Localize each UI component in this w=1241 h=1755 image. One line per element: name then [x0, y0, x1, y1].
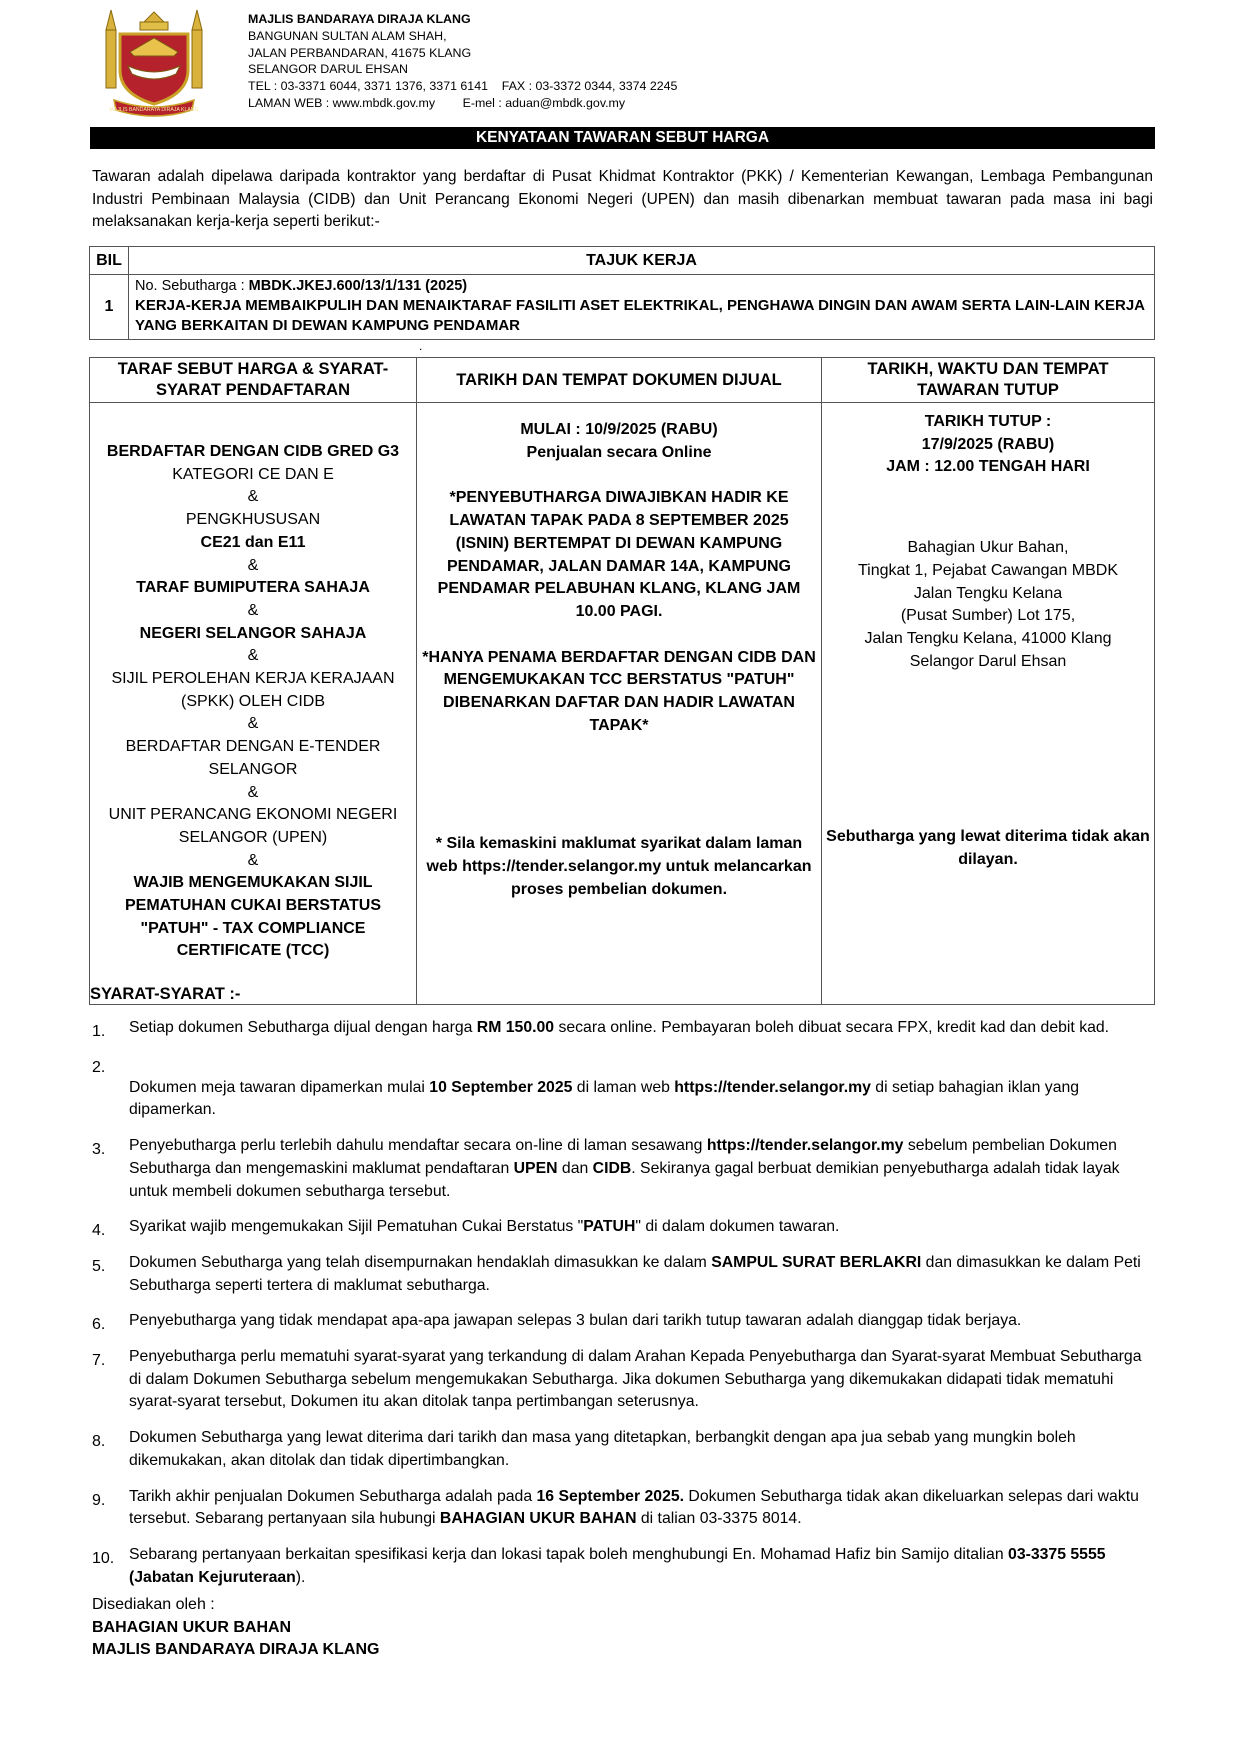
amp-3: &	[247, 601, 259, 619]
cond-bold: 10 September 2025	[429, 1078, 573, 1096]
registration-notice: *HANYA PENAMA BERDAFTAR DENGAN CIDB DAN MENGEMUKAKAN TCC BERSTATUS "PATUH" DIBENARKAN DAFTAR DAN HADIR LAWATAN TAPAK*	[422, 648, 816, 734]
mbdk-crest-logo	[104, 8, 204, 120]
cond-text: " di dalam dokumen tawaran.	[635, 1218, 840, 1236]
site-visit-notice: *PENYEBUTHARGA DIWAJIBKAN HADIR KE LAWATAN TAPAK PADA 8 SEPTEMBER 2025 (ISNIN) BERTEMPAT DI DEWAN KAMPUNG PENDAMAR, JALAN DAMAR 14A, KAMPUNG PENDAMAR PELABUHAN KLANG, KLANG JAM 10.00 PAGI.	[437, 489, 801, 620]
sale-online: Penjualan secara Online	[526, 443, 712, 461]
cond-number: 9.	[92, 1491, 106, 1509]
work-title: KERJA-KERJA MEMBAIKPULIH DAN MENAIKTARAF FASILITI ASET ELEKTRIKAL, PENGHAWA DINGIN DAN AWAM SERTA LAIN-LAIN KERJA YANG BERKAITAN DI DEWAN KAMPUNG PENDAMAR	[135, 297, 1145, 334]
late-notice: Sebutharga yang lewat diterima tidak akan dilayan.	[826, 828, 1150, 869]
amp-7: &	[247, 851, 259, 869]
cond-number: 8.	[92, 1433, 106, 1451]
cond-text: dan dimasukkan ke dalam Peti Sebutharga seperti tertera di maklumat sebutharga.	[129, 1253, 1141, 1294]
cond-text: di laman web	[572, 1078, 675, 1096]
intro-paragraph: Tawaran adalah dipelawa daripada kontraktor yang berdaftar di Pusat Khidmat Kontraktor (PKK) / Kementerian Kewangan, Lembaga Pembangunan Industri Pembinaan Malaysia (CIDB) dan Unit Perancang Ekonomi Negeri (UPEN) dan masih dibenarkan membuat tawaran pada masa ini bagi melaksanakan kerja-kerja seperti berikut:-	[92, 168, 1153, 231]
ref-label: No. Sebutharga :	[135, 278, 249, 294]
org-name: MAJLIS BANDARAYA DIRAJA KLANG	[248, 12, 471, 26]
amp-1: &	[247, 488, 259, 506]
cond-link-text: https://tender.selangor.my	[706, 1137, 904, 1155]
row-title-cell	[129, 275, 1155, 340]
work-table	[89, 246, 1155, 340]
address-line-3: SELANGOR DARUL EHSAN	[248, 62, 408, 77]
list-item	[90, 1216, 1155, 1239]
cond-text: Syarikat wajib mengemukakan Sijil Pematuhan Cukai Berstatus "	[129, 1218, 584, 1236]
cond-number: 6.	[92, 1316, 106, 1334]
header-requirements: TARAF SEBUT HARGA & SYARAT-SYARAT PENDAFTARAN	[90, 358, 417, 403]
list-item	[90, 1544, 1155, 1589]
sale-start: MULAI : 10/9/2025 (RABU)	[520, 421, 718, 438]
req-selangor: NEGERI SELANGOR SAHAJA	[139, 624, 367, 642]
cond-text: sebelum pembelian Dokumen Sebutharga dan mengemaskini maklumat pendaftaran	[129, 1137, 1117, 1177]
cond-number: 3.	[92, 1141, 106, 1159]
cond-number: 5.	[92, 1257, 106, 1275]
cond-text: dan	[557, 1159, 593, 1177]
cond-bold: PATUH	[583, 1218, 636, 1236]
letterhead	[90, 8, 1155, 123]
cond-bold: 16 September 2025.	[536, 1487, 685, 1505]
place-line-3: Jalan Tengku Kelana	[913, 584, 1063, 602]
cond-text: Sebarang pertanyaan berkaitan spesifikasi kerja dan lokasi tapak boleh menghubungi En. Mohamad Hafiz bin Samijo ditalian	[129, 1545, 1009, 1563]
cond-number: 4.	[92, 1222, 106, 1240]
header-closing: TARIKH, WAKTU DAN TEMPAT TAWARAN TUTUP	[822, 358, 1155, 403]
web-line: LAMAN WEB : www.mbdk.gov.my E-mel : aduan@mbdk.gov.my	[248, 95, 626, 110]
conditions-title: SYARAT-SYARAT :-	[90, 985, 241, 1003]
req-etender: BERDAFTAR DENGAN E-TENDER SELANGOR	[125, 738, 381, 778]
sale-cell	[417, 403, 822, 1005]
cond-text: di talian 03-3375 8014.	[636, 1510, 802, 1528]
prepared-by-org: MAJLIS BANDARAYA DIRAJA KLANG	[92, 1641, 380, 1658]
ref-line	[135, 276, 1150, 296]
list-item	[90, 1310, 1155, 1333]
cond-text: Penyebutharga perlu terlebih dahulu mendaftar secara on-line di laman sesawang	[129, 1137, 707, 1155]
update-notice: * Sila kemaskini maklumat syarikat dalam laman web https://tender.selangor.my untuk melancarkan proses pembelian dokumen.	[426, 835, 812, 898]
cond-text: di setiap bahagian iklan yang dipamerkan.	[129, 1078, 1080, 1119]
place-line-1: Bahagian Ukur Bahan,	[907, 539, 1069, 557]
cond-text: Dokumen Sebutharga tidak akan dikeluarkan selepas dari waktu tersebut. Sebarang pertanyaan sila hubungi	[129, 1487, 1139, 1528]
cond-link-text: https://tender.selangor.my	[674, 1078, 871, 1096]
req-specialization: CE21 dan E11	[200, 533, 306, 551]
col-title-header: TAJUK KERJA	[129, 247, 1155, 275]
cond-text: ).	[295, 1568, 306, 1586]
address-line-1: BANGUNAN SULTAN ALAM SHAH,	[248, 28, 447, 43]
cond-bold: 03-3375 5555 (Jabatan Kejuruteraan	[129, 1545, 1106, 1586]
letterhead-text	[248, 11, 677, 112]
cond-text: Dokumen Sebutharga yang lewat diterima dari tarikh dan masa yang ditetapkan, berbangkit dengan apa jua sebab yang mungkin boleh dikemukakan, akan ditolak dan tidak dipertimbangkan.	[129, 1429, 1076, 1469]
separator-dot: .	[419, 339, 423, 353]
cond-text: Penyebutharga perlu mematuhi syarat-syarat yang terkandung di dalam Arahan Kepada Penyebutharga dan Syarat-syarat Membuat Sebutharga di dalam Dokumen Sebutharga sebelum mengemukakan Sebutharga. Jika dokumen Sebutharga yang dikemukakan didapati tidak mematuhi syarat-syarat tersebut, Dokumen itu akan ditolak tanpa pertimbangan seterusnya.	[129, 1348, 1142, 1411]
close-label: TARIKH TUTUP :	[924, 413, 1052, 430]
cond-text: Dokumen meja tawaran dipamerkan mulai	[129, 1078, 430, 1096]
amp-5: &	[247, 715, 259, 733]
details-table	[89, 357, 1155, 1005]
closing-place	[826, 537, 1150, 673]
cond-number: 2.	[92, 1058, 106, 1076]
header-sale-date: TARIKH DAN TEMPAT DOKUMEN DIJUAL	[417, 358, 822, 403]
req-cidb: BERDAFTAR DENGAN CIDB GRED G3	[106, 443, 400, 460]
cond-number: 7.	[92, 1352, 106, 1370]
place-line-4: (Pusat Sumber) Lot 175,	[900, 607, 1076, 625]
list-item	[90, 1346, 1155, 1414]
list-item	[90, 1427, 1155, 1472]
notice-title-banner: KENYATAAN TAWARAN SEBUT HARGA	[90, 127, 1155, 149]
close-date: 17/9/2025 (RABU)	[921, 435, 1055, 453]
list-item	[90, 1053, 1155, 1122]
list-item	[90, 1252, 1155, 1297]
address-line-2: JALAN PERBANDARAN, 41675 KLANG	[248, 45, 472, 60]
svg-text:MAJLIS BANDARAYA DIRAJA KLANG: MAJLIS BANDARAYA DIRAJA KLANG	[109, 107, 199, 113]
place-line-2: Tingkat 1, Pejabat Cawangan MBDK	[858, 561, 1118, 579]
req-tcc: WAJIB MENGEMUKAKAN SIJIL PEMATUHAN CUKAI BERSTATUS "PATUH" - TAX COMPLIANCE CERTIFICATE (TCC)	[125, 874, 381, 960]
cond-text: Tarikh akhir penjualan Dokumen Sebutharga adalah pada	[129, 1487, 537, 1505]
cond-text: Setiap dokumen Sebutharga dijual dengan harga	[129, 1019, 477, 1036]
req-specialization-label: PENGKHUSUSAN	[185, 511, 321, 529]
close-time: JAM : 12.00 TENGAH HARI	[886, 458, 1090, 476]
req-spkk: SIJIL PEROLEHAN KERJA KERAJAAN (SPKK) OLEH CIDB	[111, 670, 395, 710]
table-row	[90, 275, 1155, 340]
list-item	[90, 1135, 1155, 1203]
req-upen: UNIT PERANCANG EKONOMI NEGERI SELANGOR (UPEN)	[108, 806, 398, 846]
cond-text: secara online. Pembayaran boleh dibuat secara FPX, kredit kad dan debit kad.	[554, 1019, 1110, 1036]
contact-line: TEL : 03-3371 6044, 3371 1376, 3371 6141 FAX : 03-3372 0344, 3374 2245	[248, 79, 678, 94]
cond-bold: UPEN	[513, 1159, 558, 1177]
place-line-6: Selangor Darul Ehsan	[909, 652, 1067, 670]
cond-number: 1.	[92, 1023, 106, 1040]
requirements-cell	[90, 403, 417, 1005]
cond-bold: CIDB	[592, 1159, 632, 1177]
cond-bold: BAHAGIAN UKUR BAHAN	[439, 1510, 637, 1528]
list-item	[90, 1017, 1155, 1040]
amp-6: &	[247, 783, 259, 801]
ref-number: MBDK.JKEJ.600/13/1/131 (2025)	[248, 278, 468, 294]
req-category: KATEGORI CE DAN E	[172, 465, 334, 483]
cond-text: Penyebutharga yang tidak mendapat apa-apa jawapan selepas 3 bulan dari tarikh tutup tawaran adalah dianggap tidak berjaya.	[129, 1312, 1022, 1330]
amp-2: &	[247, 556, 259, 574]
cond-text: Dokumen Sebutharga yang telah disempurnakan hendaklah dimasukkan ke dalam	[129, 1253, 712, 1271]
col-bil-header: BIL	[90, 247, 129, 275]
prepared-by-dept: BAHAGIAN UKUR BAHAN	[92, 1618, 292, 1636]
prepared-by-label: Disediakan oleh :	[92, 1596, 215, 1613]
closing-cell	[822, 403, 1155, 1005]
list-item	[90, 1486, 1155, 1531]
cond-number: 10.	[92, 1549, 115, 1567]
conditions-list	[90, 1017, 1155, 1602]
place-line-5: Jalan Tengku Kelana, 41000 Klang	[864, 629, 1112, 647]
cond-bold: RM 150.00	[476, 1019, 555, 1036]
req-bumiputera: TARAF BUMIPUTERA SAHAJA	[136, 579, 370, 597]
prepared-by-block	[92, 1594, 379, 1662]
row-bil: 1	[90, 275, 129, 340]
cond-text: . Sekiranya gagal berbuat demikian penyebutharga adalah tidak layak untuk membeli dokumen sebutharga tersebut.	[129, 1159, 1120, 1200]
amp-4: &	[247, 647, 259, 665]
cond-bold: SAMPUL SURAT BERLAKRI	[711, 1253, 922, 1271]
